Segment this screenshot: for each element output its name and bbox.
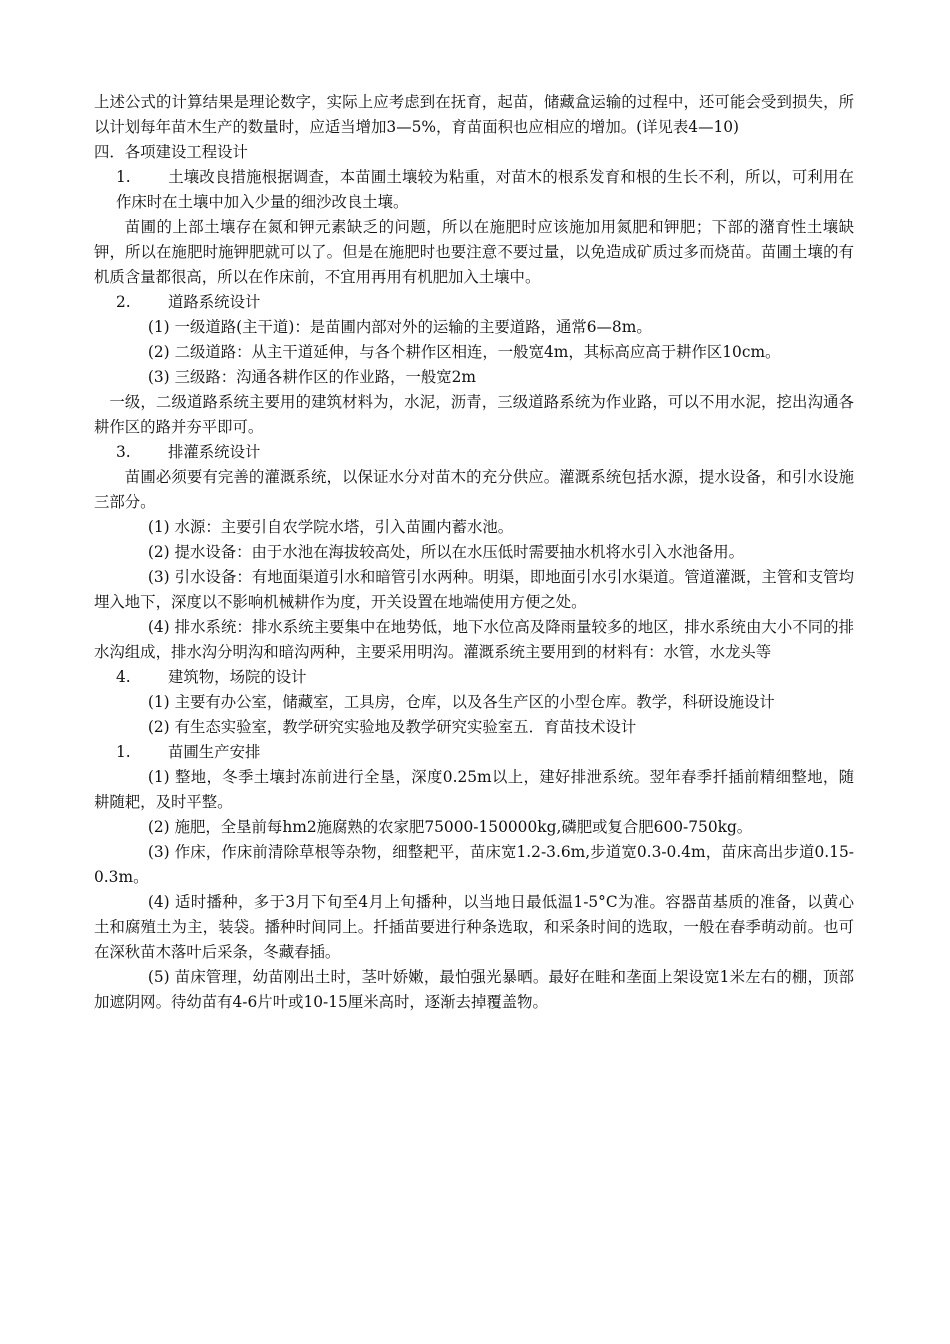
- paragraph-soil-improvement: [94, 165, 854, 215]
- paragraph-tertiary-road: (3) 三级路：沟通各耕作区的作业路，一般宽2m: [147, 368, 477, 386]
- section-heading-construction: 四．各项建设工程设计: [94, 143, 248, 161]
- paragraph-land-prep: (1) 整地，冬季土壤封冻前进行全垦，深度0.25m以上，建好排泄系统。翌年春季扦插前精细整地，随耕随耙，及时平整。: [94, 768, 854, 811]
- document-page: [94, 90, 854, 1015]
- subheading-production-plan: [94, 740, 854, 765]
- paragraph-road-materials: 一级，二级道路系统主要用的建筑材料为，水泥，沥青，三级道路系统为作业路，可以不用水泥，挖出沟通各耕作区的路并夯平即可。: [94, 393, 854, 436]
- item-number: 4.: [116, 668, 131, 686]
- item-text: 排灌系统设计: [168, 443, 261, 461]
- item-text: 土壤改良措施根据调查，本苗圃土壤较为粘重，对苗木的根系发育和根的生长不利，所以，可利用在作床时在土壤中加入少量的细沙改良土壤。: [116, 168, 854, 211]
- paragraph-water-source: (1) 水源：主要引自农学院水塔，引入苗圃内蓄水池。: [147, 518, 514, 536]
- paragraph-fertilizer-soil: 苗圃的上部土壤存在氮和钾元素缺乏的问题，所以在施肥时应该施加用氮肥和钾肥；下部的潴育性土壤缺钾，所以在施肥时施钾肥就可以了。但是在施肥时也要注意不要过量，以免造成矿质过多而烧苗。苗圃土壤的有机质含量都很高，所以在作床前，不宜用再用有机肥加入土壤中。: [94, 218, 854, 286]
- item-text: 建筑物，场院的设计: [168, 668, 307, 686]
- paragraph-fertilizing: (2) 施肥，全垦前每hm2施腐熟的农家肥75000-150000kg,磷肥或复合肥600-750kg。: [147, 818, 753, 836]
- item-number: 1.: [116, 743, 131, 761]
- paragraph-bed-making: (3) 作床，作床前清除草根等杂物，细整耙平，苗床宽1.2-3.6m,步道宽0.3-0.4m，苗床高出步道0.15-0.3m。: [94, 843, 854, 886]
- subheading-road-system: [94, 290, 854, 315]
- paragraph-water-diversion: (3) 引水设备：有地面渠道引水和暗管引水两种。明渠，即地面引水引水渠道。管道灌溉，主管和支管均埋入地下，深度以不影响机械耕作为度，开关设置在地端使用方便之处。: [94, 568, 854, 611]
- paragraph-sowing: (4) 适时播种，多于3月下旬至4月上旬播种，以当地日最低温1-5°C为准。容器苗基质的准备，以黄心土和腐殖土为主，装袋。播种时间同上。扦插苗要进行种条选取，和采条时间的选取，一般在春季萌动前。也可在深秋苗木落叶后采条，冬藏春插。: [94, 893, 854, 961]
- subheading-irrigation: [94, 440, 854, 465]
- item-number: 2.: [116, 293, 131, 311]
- paragraph-bed-management: (5) 苗床管理，幼苗刚出土时，茎叶娇嫩，最怕强光暴晒。最好在畦和垄面上架设宽1米左右的棚，顶部加遮阴网。待幼苗有4-6片叶或10-15厘米高时，逐渐去掉覆盖物。: [94, 968, 854, 1011]
- paragraph-irrigation-intro: 苗圃必须要有完善的灌溉系统，以保证水分对苗木的充分供应。灌溉系统包括水源，提水设备，和引水设施三部分。: [94, 468, 854, 511]
- paragraph-drainage: (4) 排水系统：排水系统主要集中在地势低，地下水位高及降雨量较多的地区，排水系统由大小不同的排水沟组成，排水沟分明沟和暗沟两种，主要采用明沟。灌溉系统主要用到的材料有：水管，水龙头等: [94, 618, 854, 661]
- item-text: 道路系统设计: [168, 293, 261, 311]
- paragraph-offices: (1) 主要有办公室，储藏室，工具房，仓库，以及各生产区的小型仓库。教学，科研设施设计: [147, 693, 775, 711]
- item-number: 1.: [116, 168, 131, 186]
- paragraph-pumping: (2) 提水设备：由于水池在海拔较高处，所以在水压低时需要抽水机将水引入水池备用。: [147, 543, 745, 561]
- paragraph-secondary-road: (2) 二级道路：从主干道延伸，与各个耕作区相连，一般宽4m，其标高应高于耕作区10cm。: [147, 343, 781, 361]
- paragraph-yield-calculation: 上述公式的计算结果是理论数字，实际上应考虑到在抚育，起苗，储藏盒运输的过程中，还可能会受到损失，所以计划每年苗木生产的数量时，应适当增加3—5%，育苗面积也应相应的增加。(详见表4—10): [94, 93, 854, 136]
- item-number: 3.: [116, 443, 131, 461]
- subheading-buildings: [94, 665, 854, 690]
- paragraph-labs: (2) 有生态实验室，教学研究实验地及教学研究实验室五．育苗技术设计: [147, 718, 637, 736]
- item-text: 苗圃生产安排: [168, 743, 261, 761]
- paragraph-primary-road: (1) 一级道路(主干道)：是苗圃内部对外的运输的主要道路，通常6—8m。: [147, 318, 652, 336]
